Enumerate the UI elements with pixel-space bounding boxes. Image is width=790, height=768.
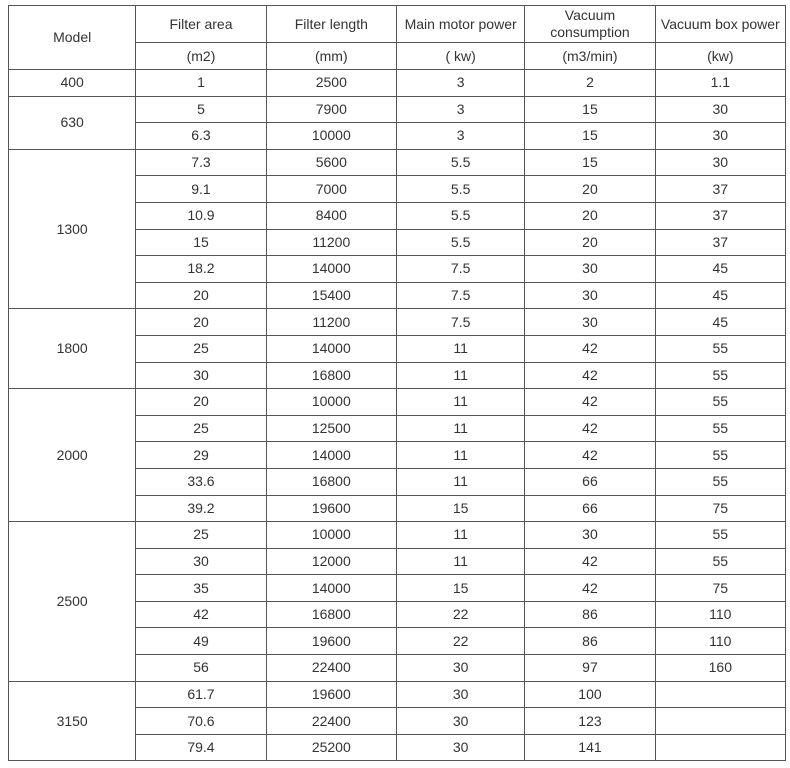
filter-area-cell: 42	[136, 601, 266, 628]
vacuum-consumption-cell: 42	[525, 335, 655, 362]
unit-vacuum-box-power: (kw)	[655, 43, 785, 70]
vacuum-consumption-cell: 42	[525, 575, 655, 602]
filter-length-cell: 11200	[266, 309, 396, 336]
main-motor-power-cell: 5.5	[396, 176, 524, 203]
filter-length-cell: 8400	[266, 202, 396, 229]
vacuum-consumption-cell: 86	[525, 628, 655, 655]
main-motor-power-cell: 11	[396, 442, 524, 469]
main-motor-power-cell: 7.5	[396, 282, 524, 309]
model-cell: 400	[9, 70, 136, 97]
vacuum-box-power-cell: 55	[655, 415, 785, 442]
vacuum-consumption-cell: 141	[525, 734, 655, 761]
header-vacuum-consumption: Vacuum consumption	[525, 6, 655, 43]
vacuum-consumption-cell: 15	[525, 123, 655, 150]
vacuum-box-power-cell: 110	[655, 601, 785, 628]
main-motor-power-cell: 11	[396, 362, 524, 389]
main-motor-power-cell: 30	[396, 734, 524, 761]
filter-area-cell: 5	[136, 96, 266, 123]
vacuum-consumption-cell: 42	[525, 362, 655, 389]
main-motor-power-cell: 30	[396, 655, 524, 682]
vacuum-box-power-cell: 37	[655, 202, 785, 229]
vacuum-box-power-cell: 45	[655, 282, 785, 309]
model-cell: 1800	[9, 309, 136, 389]
main-motor-power-cell: 5.5	[396, 149, 524, 176]
filter-length-cell: 22400	[266, 655, 396, 682]
filter-area-cell: 18.2	[136, 256, 266, 283]
vacuum-consumption-cell: 30	[525, 256, 655, 283]
table-row	[9, 681, 786, 708]
main-motor-power-cell: 22	[396, 601, 524, 628]
vacuum-consumption-cell: 100	[525, 681, 655, 708]
filter-length-cell: 10000	[266, 389, 396, 416]
filter-area-cell: 49	[136, 628, 266, 655]
vacuum-box-power-cell: 45	[655, 256, 785, 283]
vacuum-box-power-cell: 160	[655, 655, 785, 682]
filter-area-cell: 70.6	[136, 708, 266, 735]
main-motor-power-cell: 7.5	[396, 256, 524, 283]
main-motor-power-cell: 11	[396, 335, 524, 362]
table-row	[9, 70, 786, 97]
vacuum-box-power-cell: 55	[655, 389, 785, 416]
vacuum-box-power-cell: 30	[655, 96, 785, 123]
filter-area-cell: 1	[136, 70, 266, 97]
filter-area-cell: 15	[136, 229, 266, 256]
model-cell: 1300	[9, 149, 136, 309]
filter-area-cell: 79.4	[136, 734, 266, 761]
filter-area-cell: 61.7	[136, 681, 266, 708]
filter-length-cell: 10000	[266, 522, 396, 549]
vacuum-box-power-cell: 55	[655, 548, 785, 575]
filter-length-cell: 14000	[266, 575, 396, 602]
main-motor-power-cell: 30	[396, 708, 524, 735]
filter-length-cell: 19600	[266, 681, 396, 708]
filter-length-cell: 14000	[266, 335, 396, 362]
header-main-motor-power: Main motor power	[396, 6, 524, 43]
filter-area-cell: 30	[136, 362, 266, 389]
filter-length-cell: 7000	[266, 176, 396, 203]
filter-length-cell: 22400	[266, 708, 396, 735]
filter-length-cell: 12500	[266, 415, 396, 442]
filter-length-cell: 14000	[266, 256, 396, 283]
table-row	[9, 522, 786, 549]
vacuum-box-power-cell: 55	[655, 335, 785, 362]
header-model: Model	[9, 6, 136, 70]
main-motor-power-cell: 11	[396, 548, 524, 575]
table-row	[9, 389, 786, 416]
filter-area-cell: 10.9	[136, 202, 266, 229]
filter-length-cell: 7900	[266, 96, 396, 123]
vacuum-consumption-cell: 20	[525, 202, 655, 229]
vacuum-consumption-cell: 42	[525, 442, 655, 469]
table-header	[9, 6, 786, 70]
filter-length-cell: 15400	[266, 282, 396, 309]
vacuum-consumption-cell: 42	[525, 548, 655, 575]
vacuum-box-power-cell: 55	[655, 362, 785, 389]
filter-length-cell: 14000	[266, 442, 396, 469]
vacuum-box-power-cell: 55	[655, 442, 785, 469]
filter-area-cell: 6.3	[136, 123, 266, 150]
main-motor-power-cell: 11	[396, 522, 524, 549]
vacuum-box-power-cell: 45	[655, 309, 785, 336]
unit-vacuum-consumption: (m3/min)	[525, 43, 655, 70]
filter-area-cell: 7.3	[136, 149, 266, 176]
unit-filter-length: (mm)	[266, 43, 396, 70]
main-motor-power-cell: 15	[396, 575, 524, 602]
header-vacuum-box-power: Vacuum box power	[655, 6, 785, 43]
unit-filter-area: (m2)	[136, 43, 266, 70]
vacuum-box-power-cell	[655, 734, 785, 761]
main-motor-power-cell: 7.5	[396, 309, 524, 336]
vacuum-consumption-cell: 97	[525, 655, 655, 682]
vacuum-consumption-cell: 42	[525, 415, 655, 442]
main-motor-power-cell: 11	[396, 468, 524, 495]
model-cell: 2500	[9, 522, 136, 682]
main-motor-power-cell: 3	[396, 96, 524, 123]
main-motor-power-cell: 3	[396, 123, 524, 150]
filter-area-cell: 20	[136, 389, 266, 416]
model-cell: 630	[9, 96, 136, 149]
filter-area-cell: 20	[136, 309, 266, 336]
filter-area-cell: 29	[136, 442, 266, 469]
header-filter-length: Filter length	[266, 6, 396, 43]
vacuum-box-power-cell	[655, 708, 785, 735]
filter-area-cell: 33.6	[136, 468, 266, 495]
filter-area-cell: 30	[136, 548, 266, 575]
main-motor-power-cell: 5.5	[396, 229, 524, 256]
main-motor-power-cell: 30	[396, 681, 524, 708]
filter-area-cell: 56	[136, 655, 266, 682]
filter-area-cell: 25	[136, 522, 266, 549]
filter-length-cell: 10000	[266, 123, 396, 150]
vacuum-box-power-cell: 1.1	[655, 70, 785, 97]
vacuum-box-power-cell: 55	[655, 468, 785, 495]
main-motor-power-cell: 11	[396, 415, 524, 442]
vacuum-box-power-cell: 30	[655, 123, 785, 150]
filter-length-cell: 11200	[266, 229, 396, 256]
unit-main-motor-power: ( kw)	[396, 43, 524, 70]
filter-length-cell: 16800	[266, 601, 396, 628]
vacuum-box-power-cell: 37	[655, 176, 785, 203]
vacuum-consumption-cell: 2	[525, 70, 655, 97]
vacuum-consumption-cell: 123	[525, 708, 655, 735]
vacuum-consumption-cell: 30	[525, 309, 655, 336]
header-row-names	[9, 6, 786, 43]
table-row	[9, 149, 786, 176]
vacuum-consumption-cell: 30	[525, 282, 655, 309]
vacuum-box-power-cell	[655, 681, 785, 708]
model-cell: 3150	[9, 681, 136, 761]
vacuum-box-power-cell: 30	[655, 149, 785, 176]
filter-length-cell: 16800	[266, 468, 396, 495]
table-row	[9, 96, 786, 123]
main-motor-power-cell: 22	[396, 628, 524, 655]
vacuum-box-power-cell: 37	[655, 229, 785, 256]
filter-length-cell: 19600	[266, 628, 396, 655]
main-motor-power-cell: 5.5	[396, 202, 524, 229]
filter-area-cell: 39.2	[136, 495, 266, 522]
filter-length-cell: 2500	[266, 70, 396, 97]
main-motor-power-cell: 3	[396, 70, 524, 97]
filter-length-cell: 19600	[266, 495, 396, 522]
vacuum-consumption-cell: 66	[525, 495, 655, 522]
model-cell: 2000	[9, 389, 136, 522]
vacuum-box-power-cell: 110	[655, 628, 785, 655]
filter-length-cell: 12000	[266, 548, 396, 575]
main-motor-power-cell: 11	[396, 389, 524, 416]
vacuum-box-power-cell: 55	[655, 522, 785, 549]
spec-table	[8, 5, 786, 761]
vacuum-box-power-cell: 75	[655, 495, 785, 522]
filter-length-cell: 16800	[266, 362, 396, 389]
vacuum-consumption-cell: 15	[525, 96, 655, 123]
vacuum-consumption-cell: 30	[525, 522, 655, 549]
filter-length-cell: 25200	[266, 734, 396, 761]
vacuum-consumption-cell: 42	[525, 389, 655, 416]
vacuum-box-power-cell: 75	[655, 575, 785, 602]
vacuum-consumption-cell: 20	[525, 229, 655, 256]
filter-length-cell: 5600	[266, 149, 396, 176]
vacuum-consumption-cell: 66	[525, 468, 655, 495]
header-filter-area: Filter area	[136, 6, 266, 43]
filter-area-cell: 35	[136, 575, 266, 602]
table-row	[9, 309, 786, 336]
filter-area-cell: 20	[136, 282, 266, 309]
filter-area-cell: 25	[136, 415, 266, 442]
vacuum-consumption-cell: 86	[525, 601, 655, 628]
filter-area-cell: 25	[136, 335, 266, 362]
table-body	[9, 70, 786, 761]
main-motor-power-cell: 15	[396, 495, 524, 522]
vacuum-consumption-cell: 20	[525, 176, 655, 203]
vacuum-consumption-cell: 15	[525, 149, 655, 176]
filter-area-cell: 9.1	[136, 176, 266, 203]
